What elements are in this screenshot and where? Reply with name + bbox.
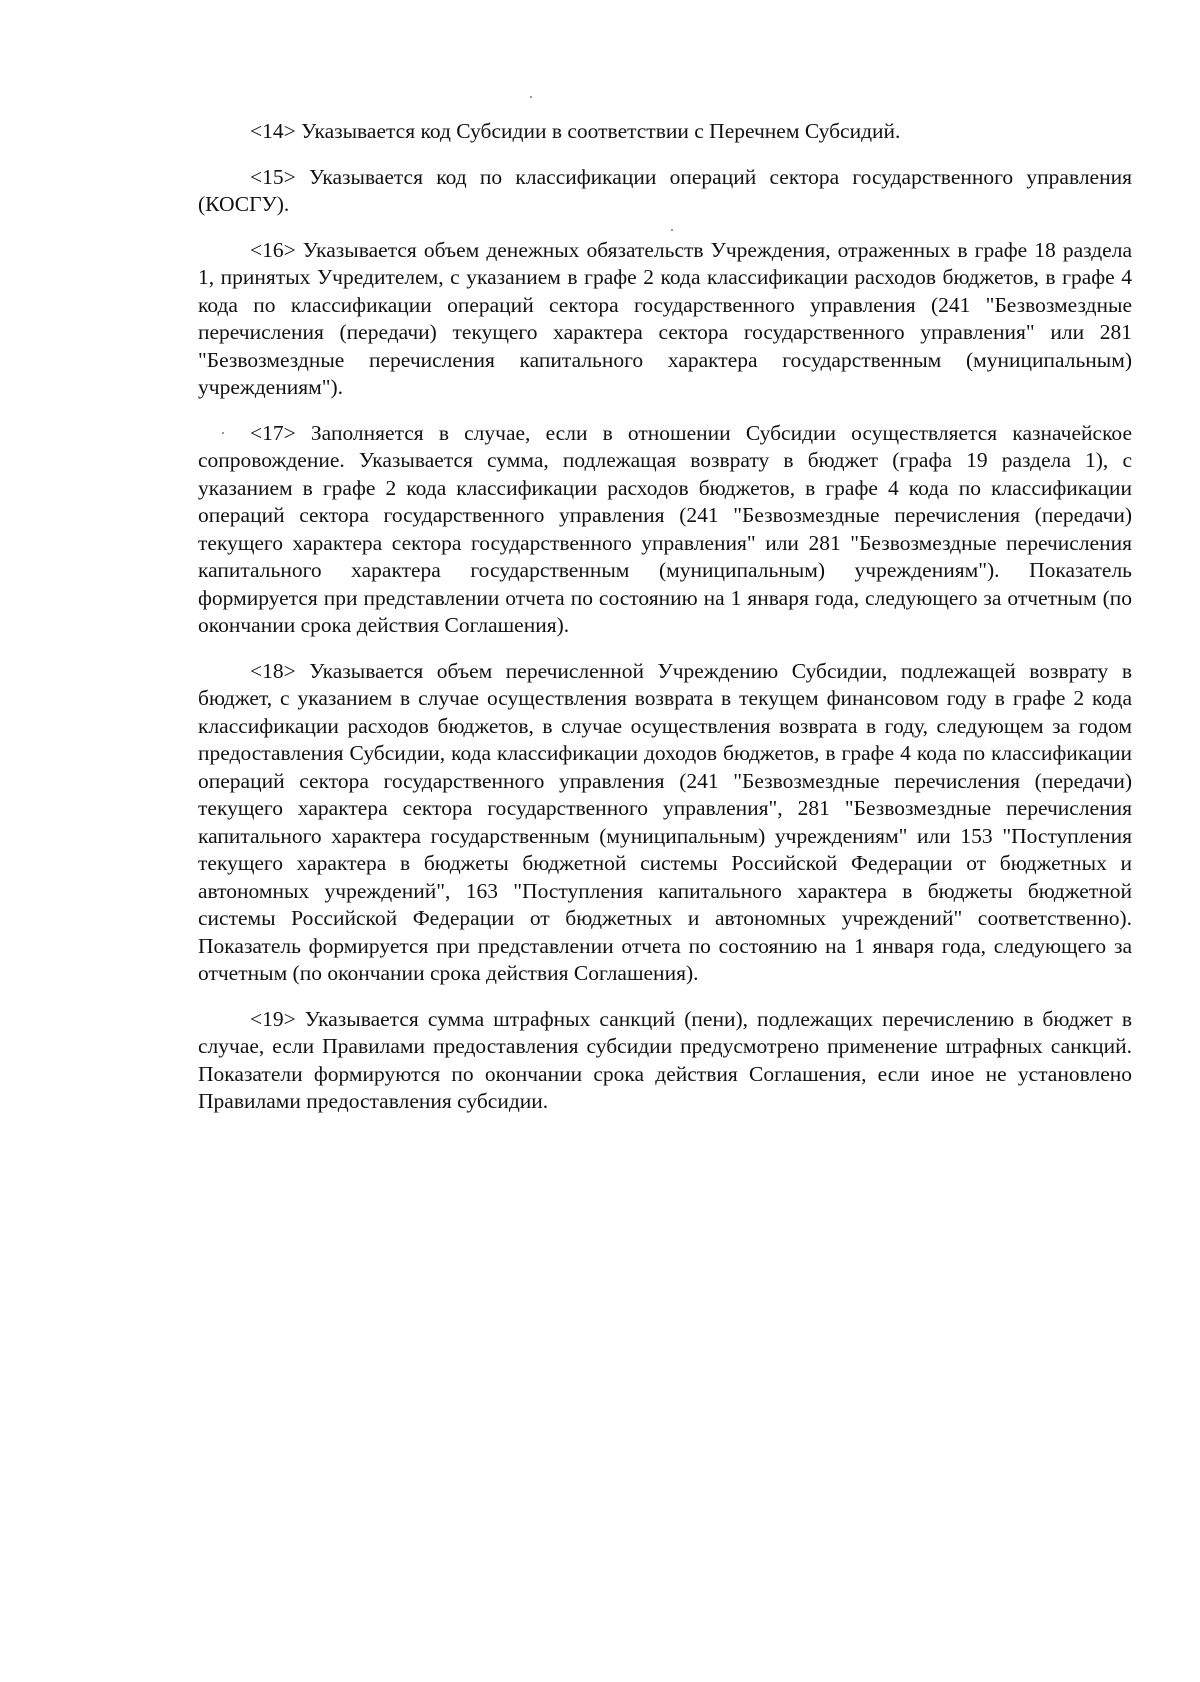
footnote-15: <15> Указывается код по классификации операций сектора государственного управления (КОСГУ). [198, 164, 1132, 216]
footnote-18: <18> Указывается объем перечисленной Учреждению Субсидии, подлежащей возврату в бюджет, с указанием в случае осуществления возврата в текущем финансовом году в графе 2 кода классификации расходов бюджетов, в случае осуществления возврата в году, следующем за годом предоставления Субсидии, кода классификации доходов бюджетов, в графе 4 кода по классификации операций сектора государственного управления (241 "Безвозмездные перечисления (передачи) текущего характера сектора государственного управления", 281 "Безвозмездные перечисления капитального характера государственным (муниципальным) учреждениям" или 153 "Поступления текущего характера в бюджеты бюджетной системы Российской Федерации от бюджетных и автономных учреждений", 163 "Поступления капитального характера в бюджеты бюджетной системы Российской Федерации от бюджетных и автономных учреждений" соответственно). Показатель формируется при представлении отчета по состоянию на 1 января года, следующего за отчетным (по окончании срока действия Соглашения). [198, 658, 1132, 985]
footnote-14: <14> Указывается код Субсидии в соответствии с Перечнем Субсидий. [250, 119, 901, 143]
document-body [198, 118, 1132, 1134]
footnote-16: <16> Указывается объем денежных обязательств Учреждения, отраженных в графе 18 раздела 1, принятых Учредителем, с указанием в графе 2 кода классификации расходов бюджетов, в графе 4 кода по классификации операций сектора государственного управления (241 "Безвозмездные перечисления (передачи) текущего характера сектора государственного управления" или 281 "Безвозмездные перечисления капитального характера государственным (муниципальным) учреждениям"). [198, 237, 1132, 399]
footnote-19: <19> Указывается сумма штрафных санкций (пени), подлежащих перечислению в бюджет в случае, если Правилами предоставления субсидии предусмотрено применение штрафных санкций. Показатели формируются по окончании срока действия Соглашения, если иное не установлено Правилами предоставления субсидии. [198, 1006, 1132, 1113]
scan-speck [530, 96, 532, 98]
footnote-17: <17> Заполняется в случае, если в отношении Субсидии осуществляется казначейское сопровождение. Указывается сумма, подлежащая возврату в бюджет (графа 19 раздела 1), с указанием в графе 2 кода классификации расходов бюджетов, в графе 4 кода по классификации операций сектора государственного управления (241 "Безвозмездные перечисления (передачи) текущего характера сектора государственного управления" или 281 "Безвозмездные перечисления капитального характера государственным (муниципальным) учреждениям"). Показатель формируется при представлении отчета по состоянию на 1 января года, следующего за отчетным (по окончании срока действия Соглашения). [198, 420, 1132, 637]
